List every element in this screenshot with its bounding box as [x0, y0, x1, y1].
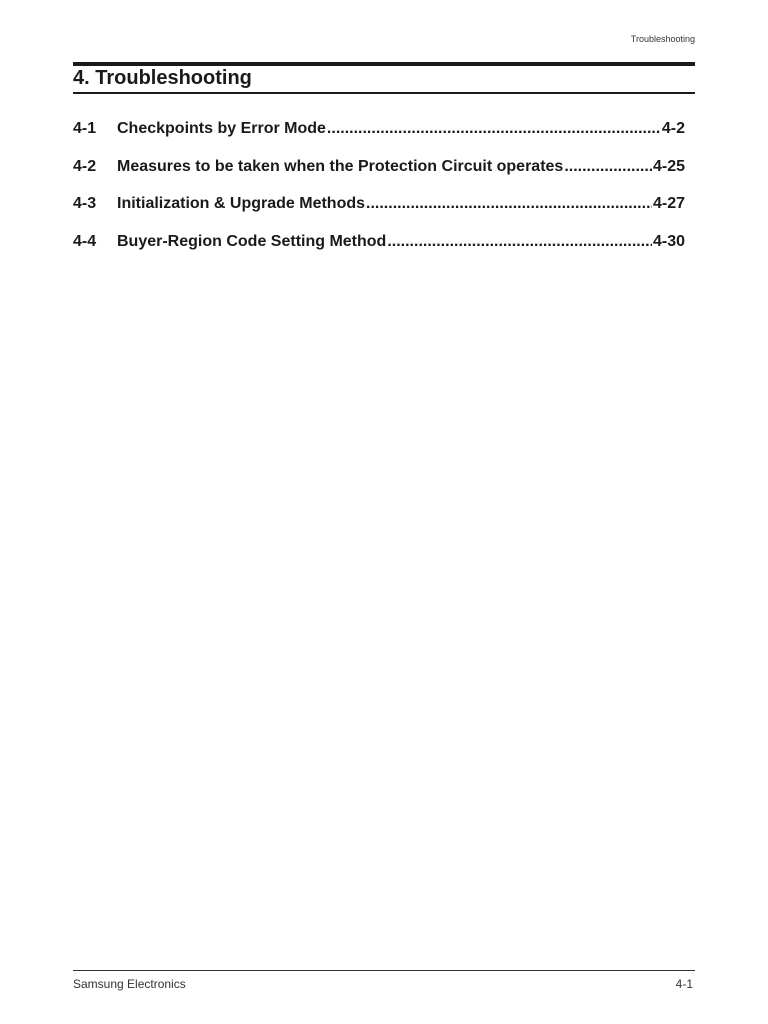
toc-dot-leader [564, 158, 652, 176]
toc-entry-title: Checkpoints by Error Mode [117, 120, 326, 137]
toc-entry-4-4[interactable] [73, 233, 685, 271]
toc-entry-number: 4-4 [73, 232, 97, 250]
footer-rule [73, 970, 695, 971]
toc-entry-title: Initialization & Upgrade Methods [117, 195, 366, 212]
toc-entry-title: Measures to be taken when the Protection Circuit operates [117, 157, 564, 175]
toc-entry-title: Buyer-Region Code Setting Method [117, 232, 387, 250]
toc-entry-number: 4-3 [73, 195, 97, 212]
toc-dot-leader [327, 120, 661, 138]
title-rule-bottom [73, 92, 695, 94]
toc-entry-4-2[interactable] [73, 158, 685, 196]
toc-dot-leader [387, 233, 652, 251]
toc-entry-number: 4-1 [73, 120, 97, 137]
toc-entry-4-1[interactable] [73, 120, 685, 158]
footer-page-number: 4-1 [675, 977, 693, 991]
toc-entry-page: 4-27 [652, 195, 685, 212]
toc-entry-page: 4-30 [652, 232, 685, 250]
toc-entry-page: 4-25 [652, 157, 685, 175]
toc-entry-number: 4-2 [73, 157, 97, 175]
toc-entry-page: 4-2 [661, 120, 685, 137]
table-of-contents [73, 120, 685, 270]
running-header: Troubleshooting [630, 34, 695, 44]
toc-entry-4-3[interactable] [73, 195, 685, 233]
chapter-title: 4. Troubleshooting [73, 67, 252, 89]
toc-dot-leader [366, 195, 652, 213]
footer-company: Samsung Electronics [73, 977, 186, 991]
